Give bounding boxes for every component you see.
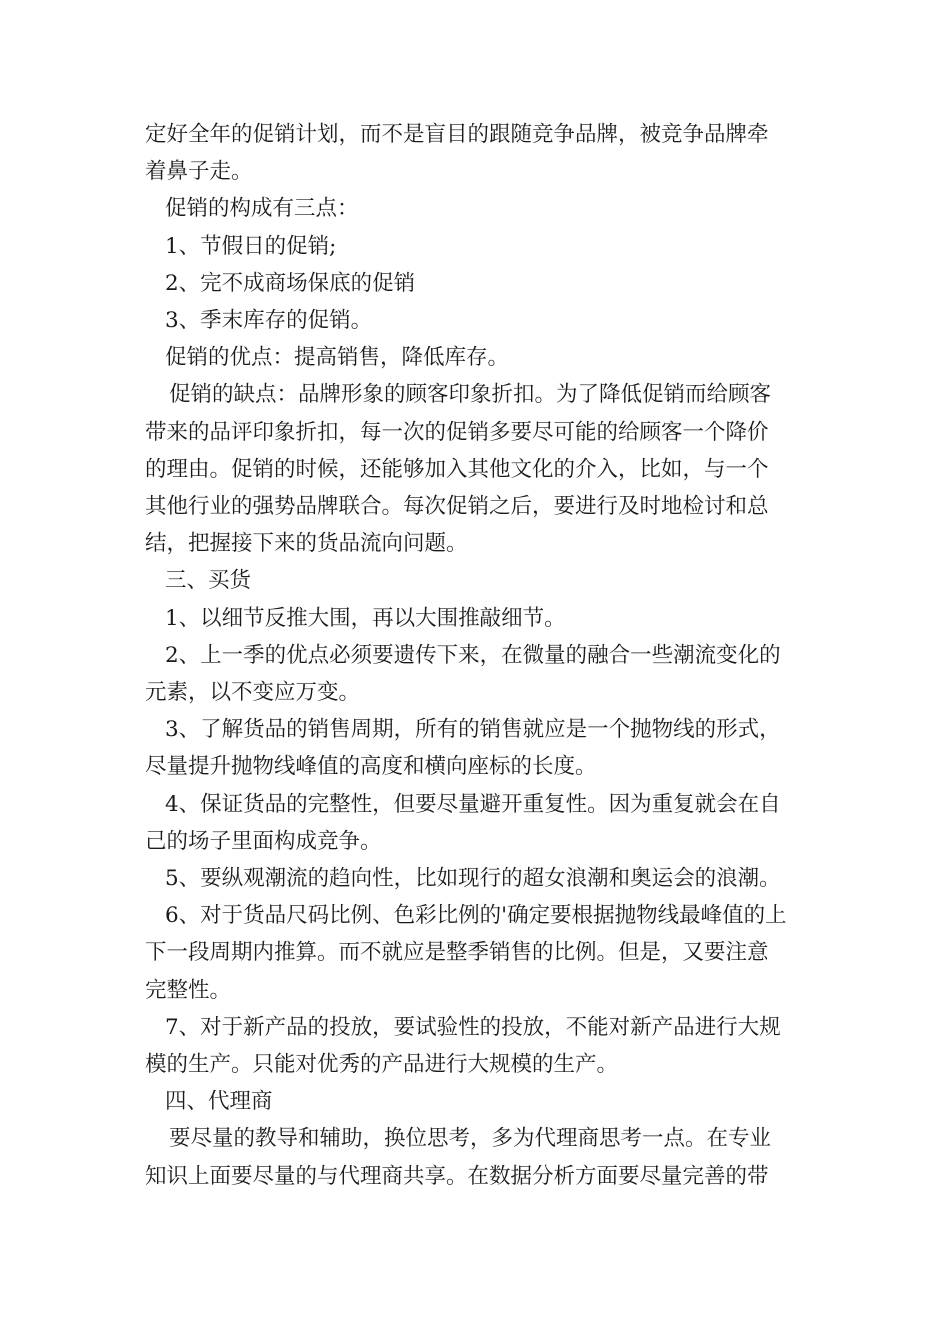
text-line: 着鼻子走。 <box>145 159 253 185</box>
text-line: 促销的优点：提高销售，降低库存。 <box>165 345 510 371</box>
list-item: 7、对于新产品的投放，要试验性的投放，不能对新产品进行大规 <box>165 1014 781 1040</box>
text-line: 促销的构成有三点： <box>165 196 359 222</box>
text-line: 完整性。 <box>145 977 232 1003</box>
list-item: 3、季末库存的促销。 <box>165 308 373 334</box>
text-line: 模的生产。只能对优秀的产品进行大规模的生产。 <box>145 1052 619 1078</box>
list-item: 5、要纵观潮流的趋向性，比如现行的超女浪潮和奥运会的浪潮。 <box>165 866 781 892</box>
text-line: 尽量提升抛物线峰值的高度和横向座标的长度。 <box>145 754 597 780</box>
text-line: 定好全年的促销计划，而不是盲目的跟随竞争品牌，被竞争品牌牵 <box>145 122 769 147</box>
text-line: 其他行业的强势品牌联合。每次促销之后，要进行及时地检讨和总 <box>145 494 769 520</box>
text-line: 促销的缺点：品牌形象的顾客印象折扣。为了降低促销而给顾客 <box>169 382 772 408</box>
list-item: 2、完不成商场保底的促销 <box>165 270 416 296</box>
list-item: 1、以细节反推大围，再以大围推敲细节。 <box>165 605 566 631</box>
section-heading: 四、代理商 <box>165 1089 273 1115</box>
text-line: 要尽量的教导和辅助，换位思考，多为代理商思考一点。在专业 <box>169 1126 772 1152</box>
list-item: 2、上一季的优点必须要遗传下来，在微量的融合一些潮流变化的 <box>165 642 781 668</box>
list-item: 6、对于货品尺码比例、色彩比例的'确定要根据抛物线最峰值的上 <box>165 903 787 929</box>
text-line: 下一段周期内推算。而不就应是整季销售的比例。但是，又要注意 <box>145 940 769 966</box>
text-line: 元素，以不变应万变。 <box>145 680 361 706</box>
list-item: 4、保证货品的完整性，但要尽量避开重复性。因为重复就会在自 <box>165 791 781 817</box>
list-item: 1、节假日的促销; <box>165 233 337 259</box>
text-line: 带来的品评印象折扣，每一次的促销多要尽可能的给顾客一个降价 <box>145 419 769 445</box>
text-line: 结，把握接下来的货品流向问题。 <box>145 531 468 557</box>
section-heading: 三、买货 <box>165 568 252 594</box>
document-body <box>145 116 807 1195</box>
list-item: 3、了解货品的销售周期，所有的销售就应是一个抛物线的形式， <box>165 717 781 743</box>
text-line: 己的场子里面构成竞争。 <box>145 828 382 854</box>
text-line: 知识上面要尽量的与代理商共享。在数据分析方面要尽量完善的带 <box>145 1163 769 1189</box>
text-line: 的理由。促销的时候，还能够加入其他文化的介入，比如，与一个 <box>145 456 769 482</box>
